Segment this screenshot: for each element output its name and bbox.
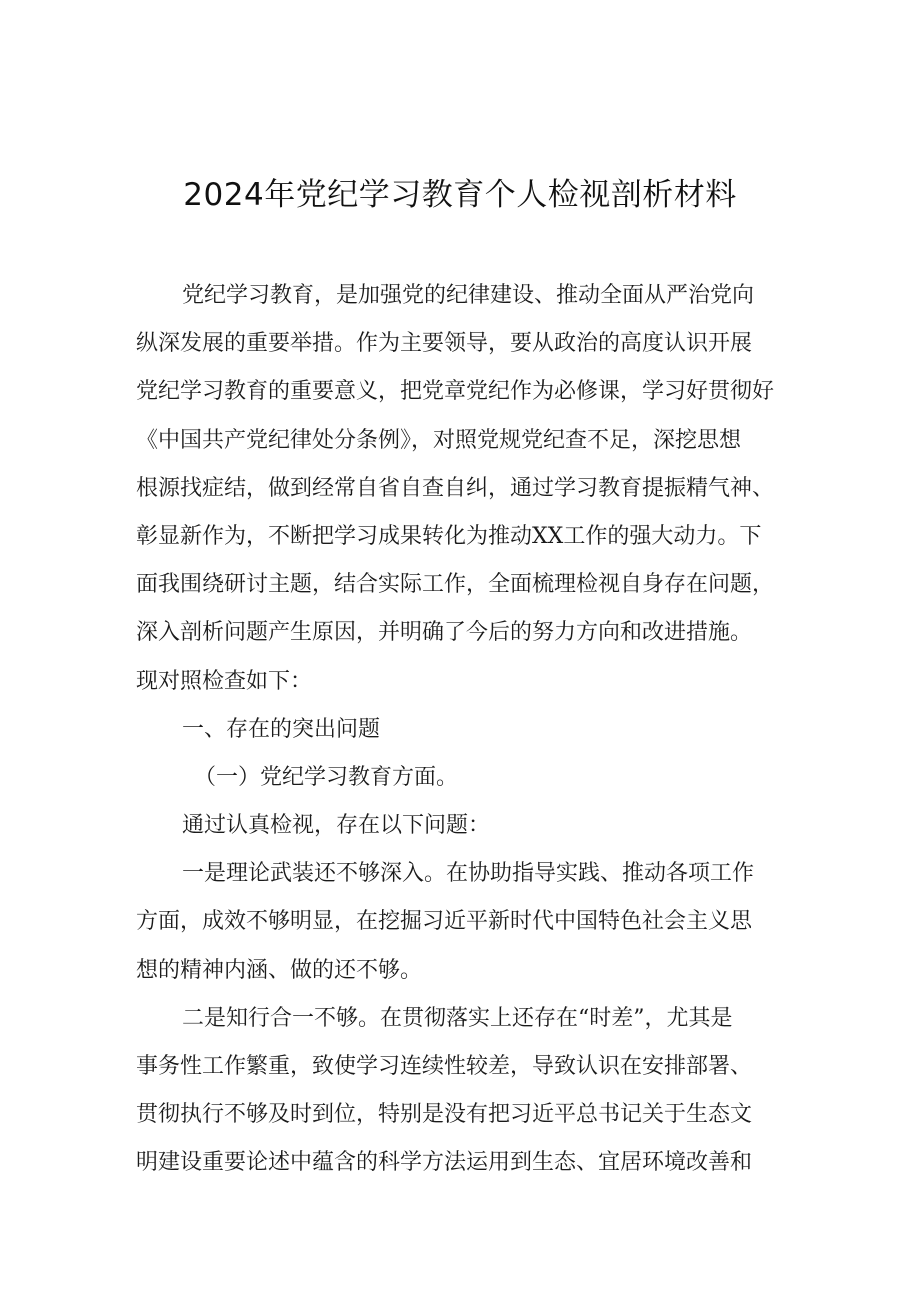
paragraph-line: 明建设重要论述中蕴含的科学方法运用到生态、宜居环境改善和: [136, 1150, 753, 1176]
paragraph-line: 现对照检查如下：: [136, 668, 313, 694]
paragraph-line: 深入剖析问题产生原因，并明确了今后的努力方向和改进措施。: [136, 620, 753, 646]
paragraph-line: 纵深发展的重要举措。作为主要领导，要从政治的高度认识开展: [136, 331, 753, 357]
paragraph-line: 一是理论武装还不够深入。在协助指导实践、推动各项工作: [182, 861, 755, 887]
paragraph-line: 二是知行合一不够。在贯彻落实上还存在“时差”，尤其是: [182, 1005, 733, 1031]
paragraph-line: 贯彻执行不够及时到位，特别是没有把习近平总书记关于生态文: [136, 1102, 753, 1128]
paragraph-line: 事务性工作繁重，致使学习连续性较差，导致认识在安排部署、: [136, 1054, 753, 1079]
paragraph-line: 《中国共产党纪律处分条例》，对照党规党纪查不足，深挖思想: [136, 427, 742, 453]
paragraph-line: 党纪学习教育的重要意义，把党章党纪作为必修课，学习好贯彻好: [136, 379, 775, 405]
paragraph-line: 想的精神内涵、做的还不够。: [136, 957, 423, 983]
section-heading: 一、存在的突出问题: [182, 716, 381, 742]
paragraph-line: 根源找症结，做到经常自省自查自纠，通过学习教育提振精气神、: [136, 475, 775, 501]
paragraph-line: 方面，成效不够明显，在挖掘习近平新时代中国特色社会主义思: [136, 909, 753, 935]
subsection-heading: （一）党纪学习教育方面。: [194, 764, 459, 790]
paragraph-line: 面我围绕研讨主题，结合实际工作，全面梳理检视自身存在问题，: [136, 572, 775, 598]
paragraph-line: 党纪学习教育，是加强党的纪律建设、推动全面从严治党向: [182, 283, 755, 308]
paragraph-line: 彰显新作为，不断把学习成果转化为推动XX工作的强大动力。下: [136, 523, 762, 549]
document-title: 2024年党纪学习教育个人检视剖析材料: [183, 177, 737, 213]
paragraph-line: 通过认真检视，存在以下问题：: [182, 813, 491, 839]
document-body: [136, 272, 786, 1188]
